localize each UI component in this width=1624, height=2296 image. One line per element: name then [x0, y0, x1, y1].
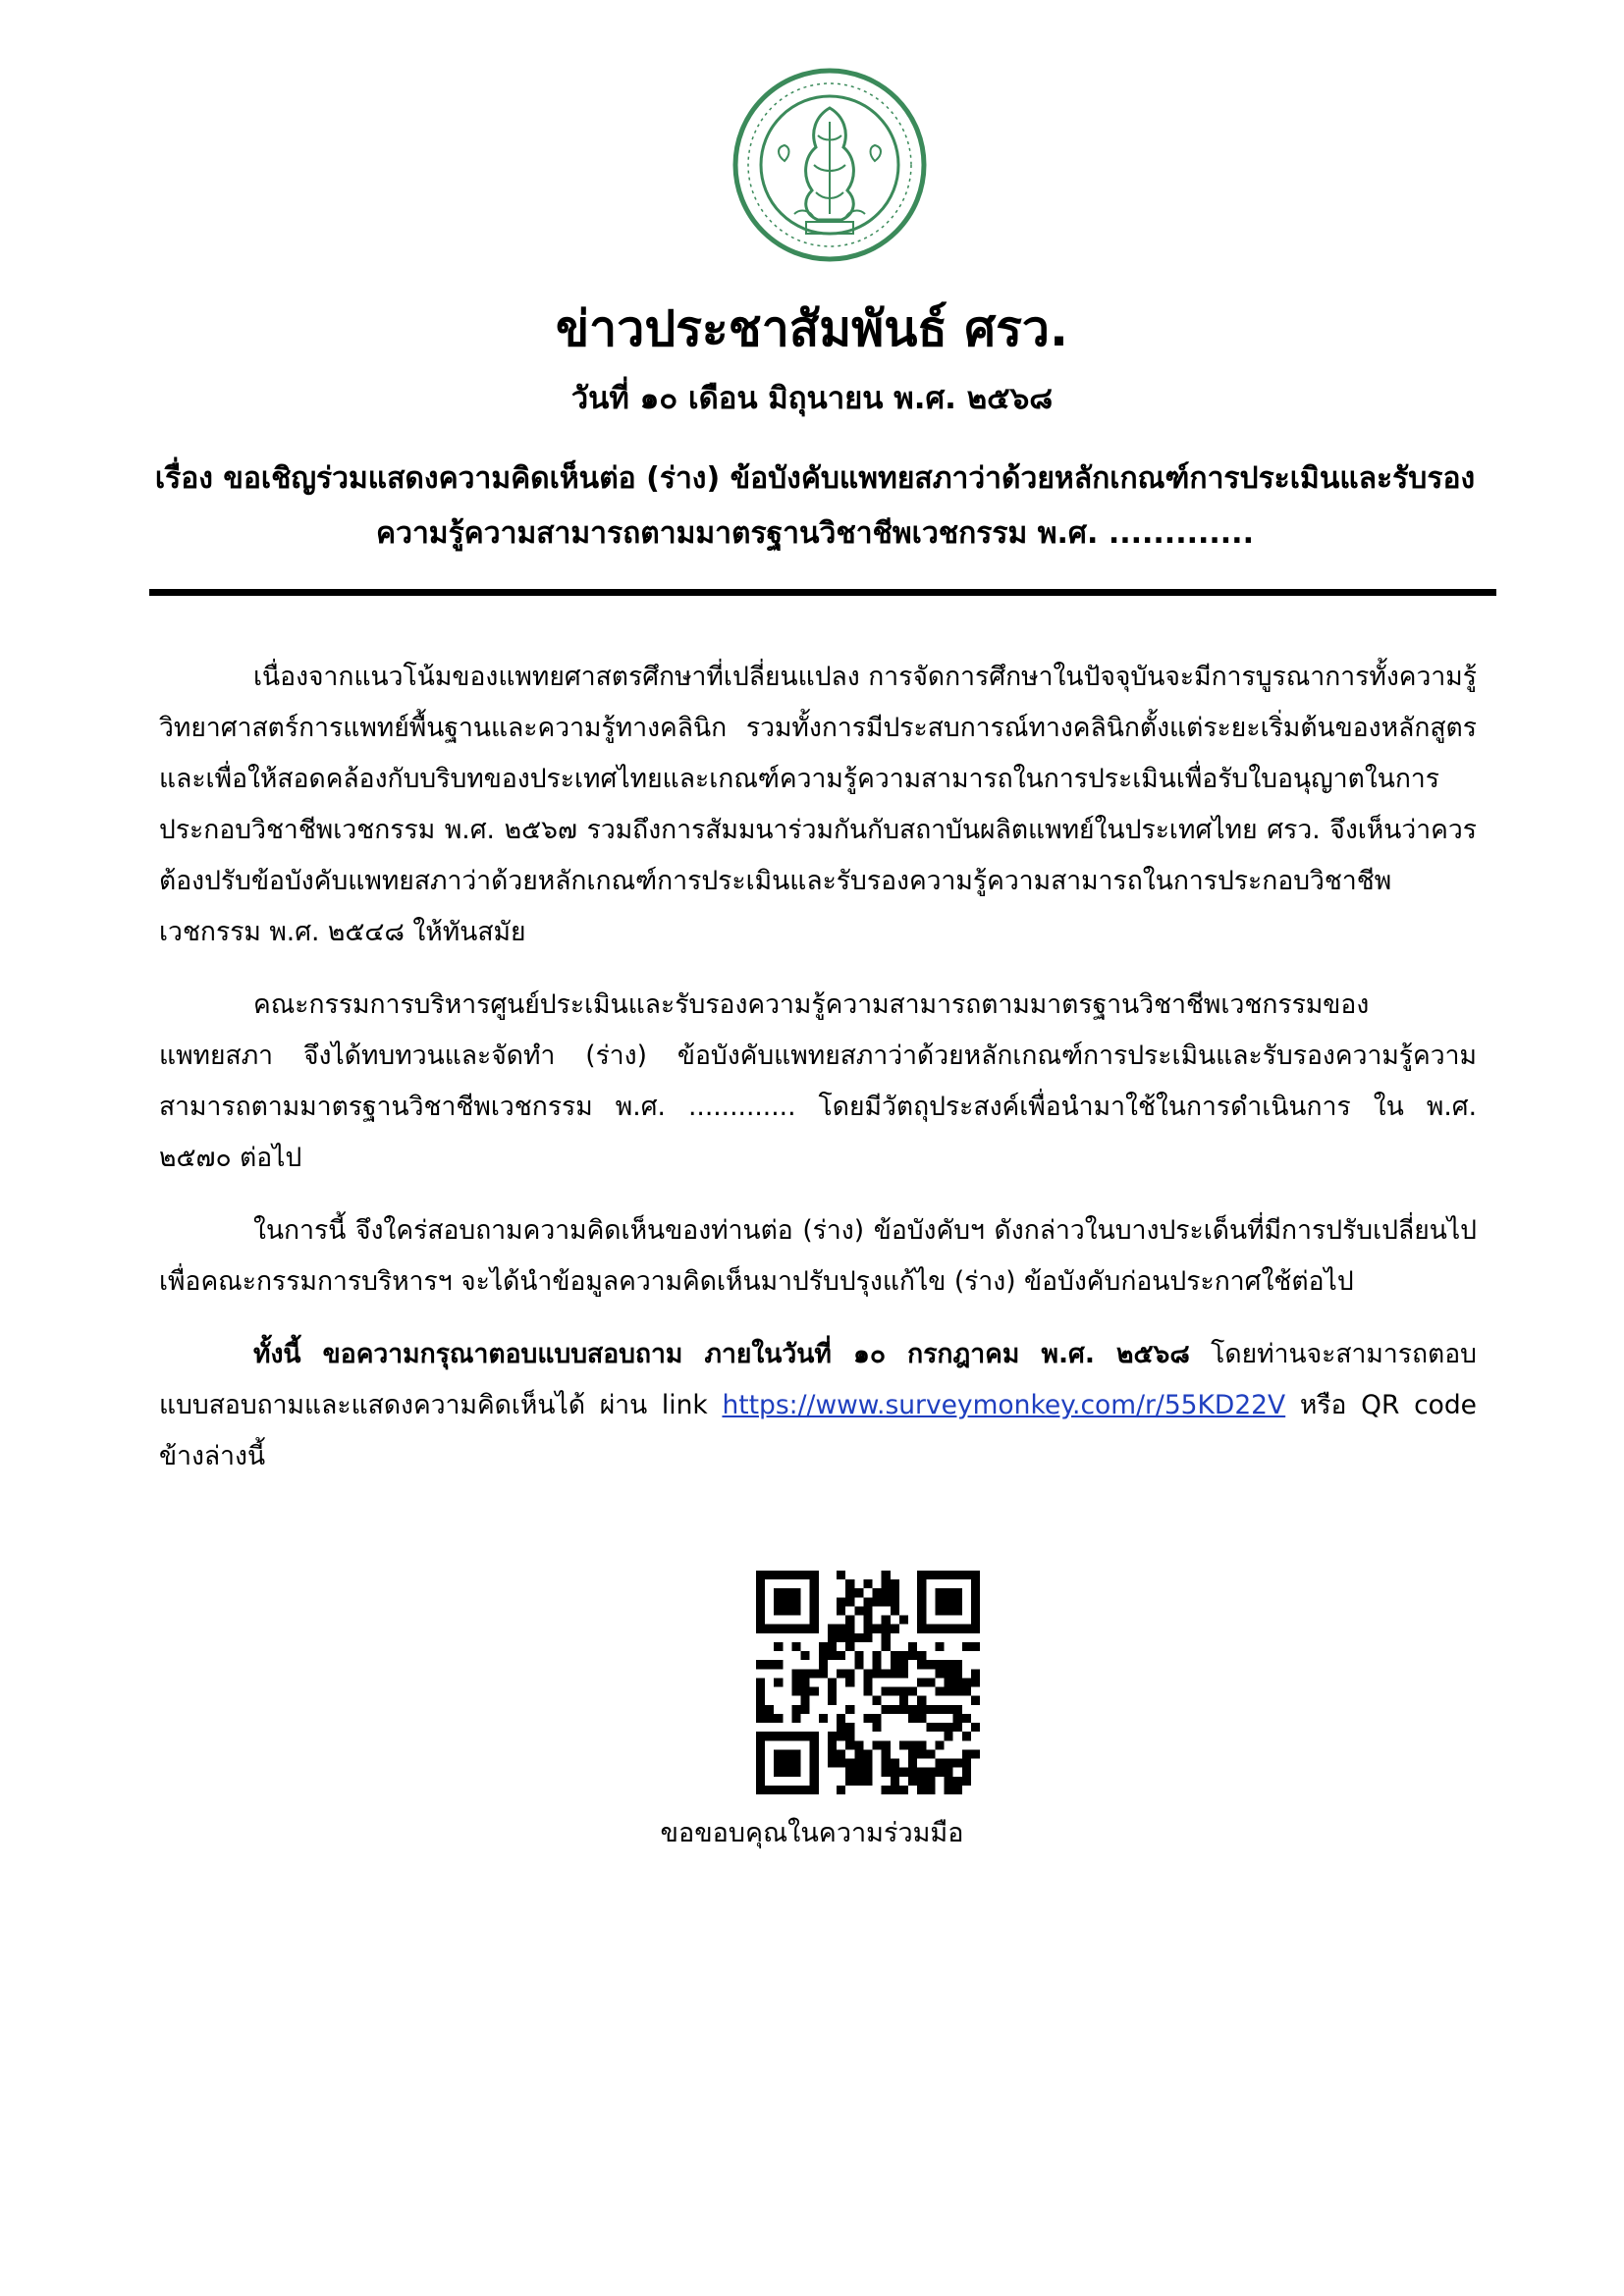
medical-council-seal-icon	[731, 67, 928, 263]
paragraph-4-end: หรือ QR code ข้างล่างนี้	[159, 1390, 1477, 1471]
paragraph-4-middle: โดยท่านจะสามารถตอบแบบสอบถามและแสดงความคิดเห็นได้ ผ่าน link	[159, 1339, 1477, 1420]
header-divider	[149, 589, 1496, 596]
thanks-note: ขอขอบคุณในความร่วมมือ	[660, 1818, 964, 1848]
paragraph-2: คณะกรรมการบริหารศูนย์ประเมินและรับรองความรู้ความสามารถตามมาตรฐานวิชาชีพเวชกรรมของแพทยสภา จึงได้ทบทวนและจัดทำ (ร่าง) ข้อบังคับแพทยสภาว่าด้วยหลักเกณฑ์การประเมินและรับรองความรู้ความสามารถตามมาตรฐานวิชาชีพเวชกรรม พ.ศ. ............. โดยมีวัตถุประสงค์เพื่อนำมาใช้ในการดำเนินการ ใน พ.ศ. ๒๕๗๐ ต่อไป	[159, 989, 1477, 1173]
qr-code-icon[interactable]	[756, 1571, 980, 1794]
survey-link[interactable]: https://www.surveymonkey.com/r/55KD22V	[722, 1390, 1286, 1420]
page-title: ข่าวประชาสัมพันธ์ ศรว.	[556, 300, 1068, 357]
paragraph-3: ในการนี้ จึงใคร่สอบถามความคิดเห็นของท่านต่อ (ร่าง) ข้อบังคับฯ ดังกล่าวในบางประเด็นที่มีการปรับเปลี่ยนไป เพื่อคณะกรรมการบริหารฯ จะได้นำข้อมูลความคิดเห็นมาปรับปรุงแก้ไข (ร่าง) ข้อบังคับก่อนประกาศใช้ต่อไป	[159, 1215, 1477, 1297]
document-body	[159, 652, 1477, 1482]
document-subject: เรื่อง ขอเชิญร่วมแสดงความคิดเห็นต่อ (ร่าง) ข้อบังคับแพทยสภาว่าด้วยหลักเกณฑ์การประเมินและรับรองความรู้ความสามารถตามมาตรฐานวิชาชีพเวชกรรม พ.ศ. .............	[154, 461, 1476, 551]
document-date: วันที่ ๑๐ เดือน มิถุนายน พ.ศ. ๒๕๖๘	[570, 381, 1054, 416]
deadline-text: ทั้งนี้ ขอความกรุณาตอบแบบสอบถาม ภายในวันที่ ๑๐ กรกฎาคม พ.ศ. ๒๕๖๘	[253, 1339, 1190, 1369]
paragraph-4	[159, 1329, 1477, 1482]
paragraph-1: เนื่องจากแนวโน้มของแพทยศาสตรศึกษาที่เปลี่ยนแปลง การจัดการศึกษาในปัจจุบันจะมีการบูรณาการทั้งความรู้วิทยาศาสตร์การแพทย์พื้นฐานและความรู้ทางคลินิก รวมทั้งการมีประสบการณ์ทางคลินิกตั้งแต่ระยะเริ่มต้นของหลักสูตร และเพื่อให้สอดคล้องกับบริบทของประเทศไทยและเกณฑ์ความรู้ความสามารถในการประเมินเพื่อรับใบอนุญาตในการประกอบวิชาชีพเวชกรรม พ.ศ. ๒๕๖๗ รวมถึงการสัมมนาร่วมกันกับสถาบันผลิตแพทย์ในประเทศไทย ศรว. จึงเห็นว่าควรต้องปรับข้อบังคับแพทยสภาว่าด้วยหลักเกณฑ์การประเมินและรับรองความรู้ความสามารถในการประกอบวิชาชีพเวชกรรม พ.ศ. ๒๕๔๘ ให้ทันสมัย	[159, 662, 1477, 947]
